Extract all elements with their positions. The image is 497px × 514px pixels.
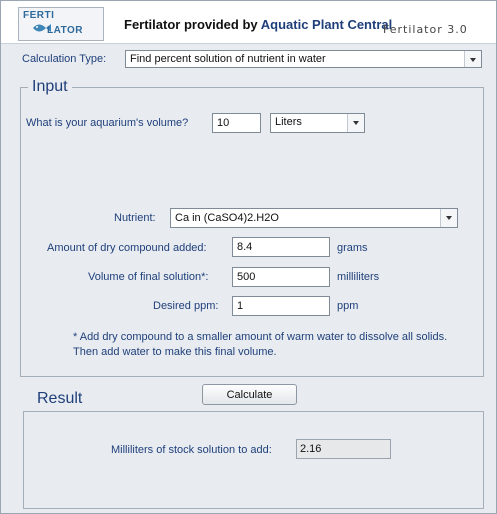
dry-compound-input[interactable]: 8.4 bbox=[232, 237, 330, 257]
desired-ppm-label: Desired ppm: bbox=[153, 300, 219, 312]
chevron-down-icon[interactable] bbox=[440, 209, 457, 227]
calc-type-label: Calculation Type: bbox=[22, 53, 107, 65]
nutrient-label: Nutrient: bbox=[114, 212, 156, 224]
title-brand: Aquatic Plant Central bbox=[260, 17, 393, 32]
dissolve-note: * Add dry compound to a smaller amount of warm water to dissolve all solids. Then add water to make this final volume. bbox=[73, 331, 448, 358]
volume-label: What is your aquarium's volume? bbox=[26, 117, 189, 129]
page-title bbox=[124, 17, 392, 32]
input-section-title: Input bbox=[28, 78, 72, 96]
logo-text-top: FERTI bbox=[23, 10, 55, 21]
calc-type-select[interactable] bbox=[125, 50, 482, 68]
dry-compound-label: Amount of dry compound added: bbox=[47, 242, 207, 254]
result-section-title: Result bbox=[33, 390, 86, 408]
result-value-field: 2.16 bbox=[296, 439, 391, 459]
volume-unit-select[interactable] bbox=[270, 113, 365, 133]
version-label: Fertilator 3.0 bbox=[383, 23, 468, 36]
calc-type-value: Find percent solution of nutrient in water bbox=[130, 53, 326, 65]
result-panel bbox=[23, 411, 484, 509]
chevron-down-icon[interactable] bbox=[464, 51, 481, 67]
volume-unit-value: Liters bbox=[275, 116, 302, 128]
result-label: Milliliters of stock solution to add: bbox=[111, 444, 272, 456]
desired-ppm-input[interactable]: 1 bbox=[232, 296, 330, 316]
final-volume-unit: milliliters bbox=[337, 271, 380, 283]
final-volume-label: Volume of final solution*: bbox=[88, 271, 209, 283]
fertilator-logo bbox=[18, 7, 104, 41]
volume-input[interactable]: 10 bbox=[212, 113, 261, 133]
title-prefix: Fertilator provided by bbox=[124, 17, 261, 32]
nutrient-value: Ca in (CaSO4)2.H2O bbox=[175, 212, 279, 224]
dry-compound-unit: grams bbox=[337, 242, 368, 254]
desired-ppm-unit: ppm bbox=[337, 300, 359, 312]
chevron-down-icon[interactable] bbox=[347, 114, 364, 132]
calculate-button[interactable]: Calculate bbox=[202, 384, 297, 405]
header bbox=[1, 1, 496, 44]
final-volume-input[interactable]: 500 bbox=[232, 267, 330, 287]
logo-text-bottom: LATOR bbox=[47, 25, 84, 36]
nutrient-select[interactable] bbox=[170, 208, 458, 228]
